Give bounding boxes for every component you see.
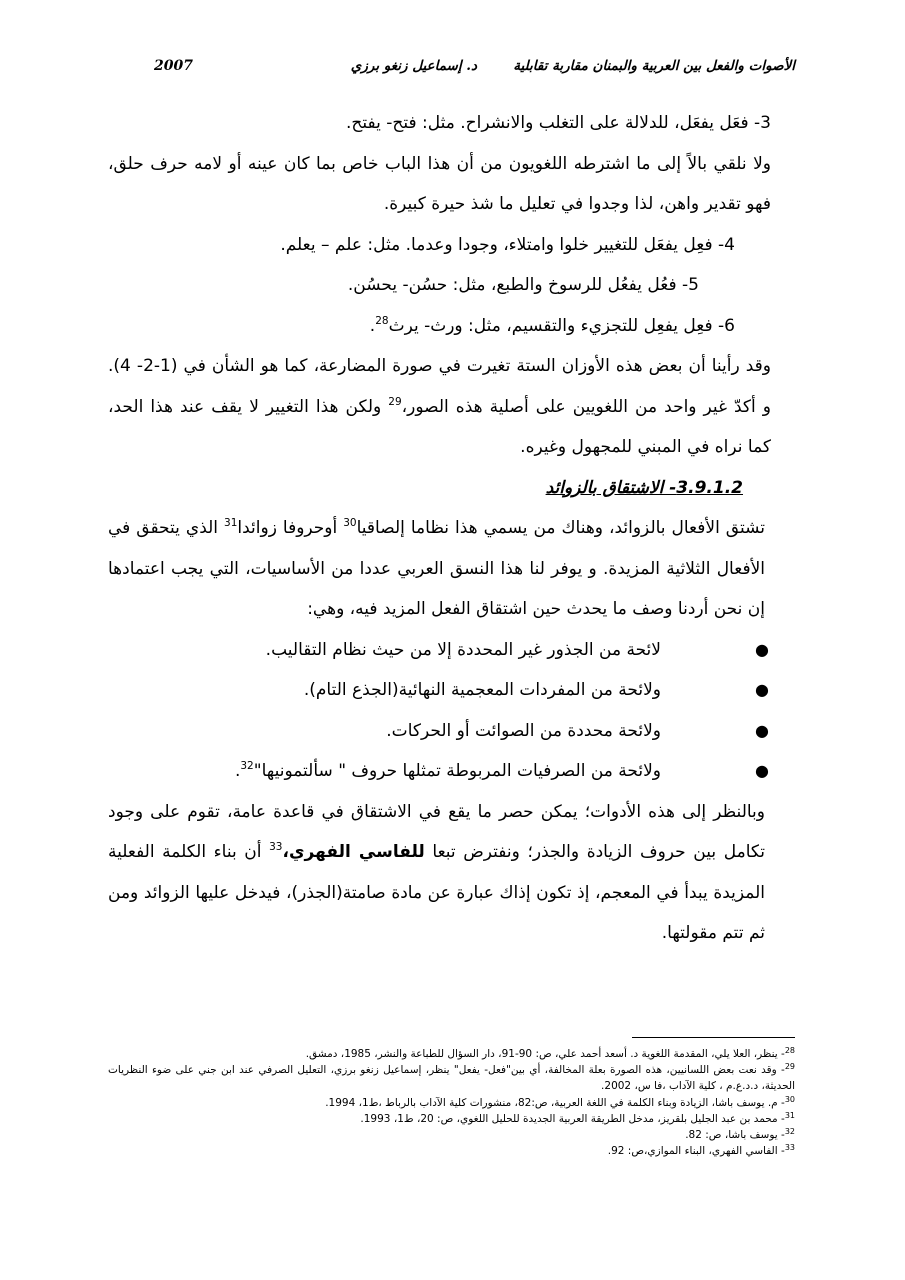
footnote-number: 33 <box>784 1143 795 1153</box>
footnote-ref-30[interactable]: 30 <box>343 517 357 529</box>
paragraph-observation <box>108 346 795 468</box>
bullet-icon: ● <box>755 761 769 780</box>
list-item <box>108 711 795 752</box>
section-heading: 3.9.1.2- الاشتقاق بالزوائد <box>545 477 743 498</box>
footnote-text: - محمد بن عبد الجليل بلقريز، مدخل الطريقة العربية الجديدة للحليل اللغوي، ص: 20، ط1، 1993. <box>360 1112 785 1125</box>
paragraph-pattern-3: 3- فعَل يفعَل، للدلالة على التغلب والانشراح. مثل: فتح- يفتح. <box>346 113 771 133</box>
footnote-number: 30 <box>784 1094 795 1104</box>
list-item-text: ولائحة من المفردات المعجمية النهائية(الجذع التام). <box>303 680 661 700</box>
header-author: د. إسماعيل زنغو برزي <box>350 58 477 74</box>
paragraph-commentary: ولا نلقي بالاً إلى ما اشترطه اللغويون من أن هذا الباب خاص بما كان عينه أو لامه حرف حلق، فهو تقدير واهن، لذا وجدوا في تعليل ما شذ حيرة كبيرة. <box>108 153 771 214</box>
paragraph-derivation <box>108 508 795 630</box>
header-title: الأصوات والفعل بين العربية والبمنان مقاربة تقابلية <box>513 58 795 74</box>
list-item <box>108 630 795 671</box>
footnote-text: - وقد نعت بعض اللسانيين، هذه الصورة بعلة المخالفة، أي بين"فعل- يفعل" ينظر، إسماعيل زنغو برزي، التعليل الصرفي عند ابن جني على ضوء النظريات الحديثة، د.د.ع.م ، كلية الآداب ،فا س، 2002. <box>108 1064 795 1093</box>
derivation-text-c: الذي يتحقق في الأفعال الثلاثية المزيدة. و يوفر لنا هذا النسق العربي عددا من الأساسيات، التي يجب اعتمادها إن نحن أردنا وصف ما يحدث حين اشتقاق الفعل المزيد فيه، وهي: <box>108 518 765 619</box>
list-item <box>108 670 795 711</box>
bullet-icon: ● <box>755 680 769 699</box>
list-item-end: . <box>234 761 241 781</box>
footnote-29 <box>108 1062 795 1094</box>
observation-text-b: ولكن هذا التغيير لا يقف عند هذا الحد، كما نراه في المبني للمجهول وغيره. <box>108 396 771 457</box>
list-item <box>108 751 795 792</box>
footnote-ref-33[interactable]: 33 <box>269 841 283 853</box>
list-item-text: لائحة من الجذور غير المحددة إلا من حيث نظام التقاليب. <box>265 639 661 660</box>
paragraph-conclusion <box>108 792 795 954</box>
footnote-text: - يوسف باشا، ص: 82. <box>685 1129 785 1142</box>
cited-author: للفاسي الفهري، <box>282 842 425 862</box>
footnote-number: 32 <box>784 1127 795 1137</box>
bullet-list <box>108 630 795 792</box>
observation-text-a: وقد رأينا أن بعض هذه الأوزان الستة تغيرت في صورة المضارعة، كما هو الشأن في (1-2- 4). و أكدّ غير واحد من اللغويين على أصلية هذه الصور، <box>108 356 771 417</box>
running-header <box>120 58 795 80</box>
footnote-ref-32[interactable]: 32 <box>240 760 254 772</box>
footnote-number: 28 <box>784 1046 795 1055</box>
list-item-text: ولائحة من الصرفيات المربوطة تمثلها حروف " سألتمونيها" <box>253 761 661 781</box>
footnote-32 <box>108 1127 795 1143</box>
footnote-number: 29 <box>784 1062 795 1072</box>
paragraph-pattern-4: 4- فعِل يفعَل للتغيير خلوا وامتلاء، وجودا وعدما. مثل: علم – يعلم. <box>280 234 735 255</box>
footnote-28 <box>108 1046 795 1062</box>
footnote-text: - م. يوسف باشا، الزيادة وبناء الكلمة في اللغة العربية، ص:82، منشورات كلية الآداب بالرباط ،ط1، 1994. <box>325 1096 785 1109</box>
footnote-text: - ينظر، العلا يلي، المقدمة اللغوية د. أسعد أحمد علي، ص: 90-91، دار السؤال للطباعة والنشر، 1985، دمشق. <box>305 1048 785 1060</box>
footnote-divider <box>632 1037 795 1038</box>
pattern-6-end: . <box>369 315 376 336</box>
bullet-icon: ● <box>755 639 769 659</box>
derivation-text-a: تشتق الأفعال بالزوائد، وهناك من يسمي هذا نظاما إلصاقيا <box>356 518 765 538</box>
footnote-31 <box>108 1111 795 1127</box>
footnotes <box>108 1046 795 1159</box>
paragraph-pattern-5: 5- فعُل يفعُل للرسوخ والطبع، مثل: حسُن- يحسُن. <box>347 275 699 295</box>
footnote-33 <box>108 1143 795 1159</box>
footnote-ref-28[interactable]: 28 <box>375 314 389 327</box>
body-text <box>108 103 795 954</box>
footnote-30 <box>108 1095 795 1111</box>
list-item-text: ولائحة محددة من الصوائت أو الحركات. <box>386 720 661 741</box>
bullet-icon: ● <box>755 720 769 740</box>
derivation-text-b: أوحروفا زوائدا <box>237 518 344 538</box>
footnote-text: - الفاسي الفهري، البناء الموازي،ص: 92. <box>607 1145 785 1158</box>
footnote-ref-29[interactable]: 29 <box>388 395 402 408</box>
pattern-6-text: 6- فعِل يفعِل للتجزيء والتقسيم، مثل: ورث- يرث <box>388 315 735 336</box>
footnote-ref-31[interactable]: 31 <box>224 517 238 529</box>
conclusion-text-b: أن بناء الكلمة الفعلية المزيدة يبدأ في المعجم، إذ تكون إذاك عبارة عن مادة صامتة(الجذر)، فيدخل عليها الزوائد ومن ثم تتم مقولتها. <box>108 842 765 943</box>
conclusion-text-a: وبالنظر إلى هذه الأدوات؛ يمكن حصر ما يقع في الاشتقاق في قاعدة عامة، تقوم على وجود تكامل بين حروف الزيادة والجذر؛ ونفترض تبعا <box>108 801 765 862</box>
header-year: 2007 <box>154 58 193 74</box>
footnote-number: 31 <box>784 1110 795 1120</box>
paragraph-pattern-6 <box>108 306 795 347</box>
